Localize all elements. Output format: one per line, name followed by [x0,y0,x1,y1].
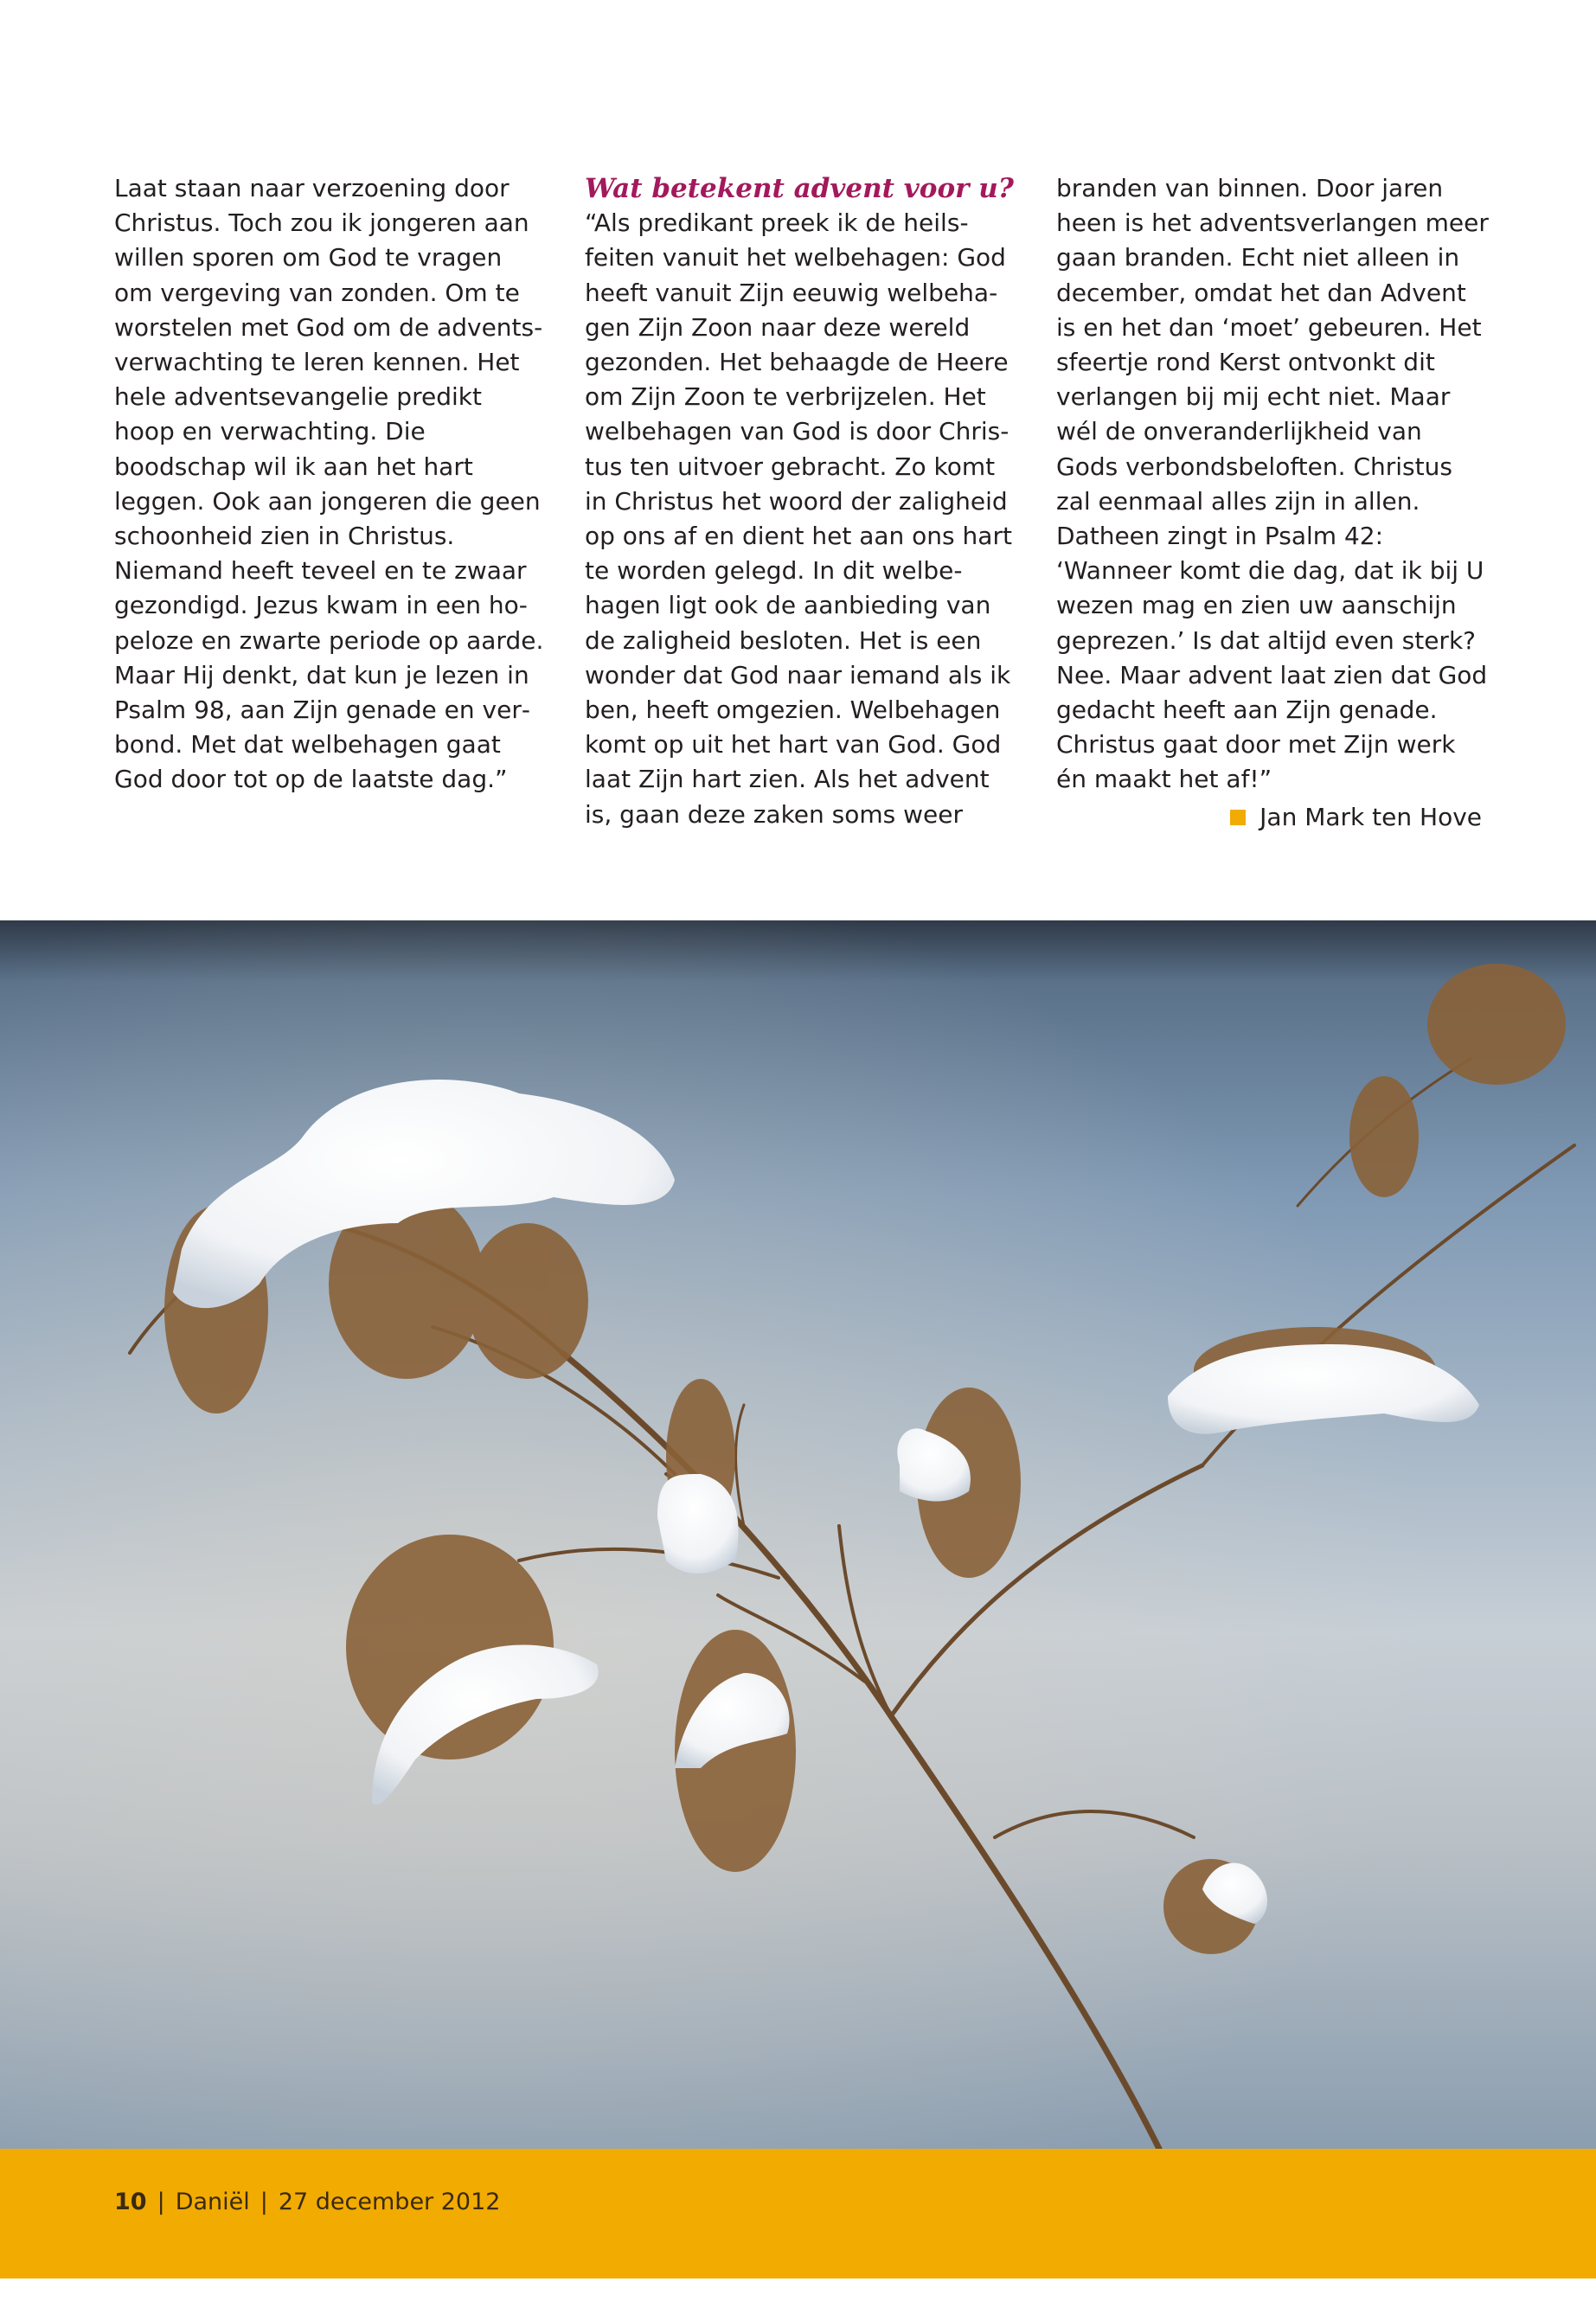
author-byline [1230,800,1482,835]
page-number: 10 [114,2189,147,2215]
footer-separator: | [157,2189,165,2215]
article-column-3 [1056,171,1489,798]
article-column-1 [114,171,547,798]
author-name: Jan Mark ten Hove [1259,803,1482,831]
publication-name: Daniël [175,2189,250,2215]
footer-separator: | [260,2189,268,2215]
page-footer [0,2149,1596,2279]
article-column-2 [585,171,1017,832]
body-paragraph: branden van binnen. Door jaren heen is het adventsverlangen meer gaan branden. Echt niet alleen in december, omdat het dan Advent is en het dan ‘moet’ gebeuren. Het sfeertje rond Kerst ontvonkt dit verlangen bij mij echt niet. Maar wél de onveranderlijkheid van Gods verbondsbeloften. Christus zal eenmaal alles zijn in allen. Datheen zingt in Psalm 42: ‘Wanneer komt die dag, dat ik bij U wezen mag en zien uw aanschijn geprezen.’ Is dat altijd even sterk? Nee. Maar advent laat zien dat God gedacht heeft aan Zijn genade. Christus gaat door met Zijn werk én maakt het af!” [1056,174,1489,794]
publication-date: 27 december 2012 [278,2189,501,2215]
section-heading: Wat betekent advent voor u? [585,173,1014,204]
square-bullet-icon [1230,810,1246,825]
body-paragraph: “Als predikant preek ik de heilsfeiten vanuit het welbehagen: God heeft vanuit Zijn eeuwig welbehagen Zijn Zoon naar deze wereld gezonden. Het behaagde de Heere om Zijn Zoon te verbrijzelen. Het welbehagen van God is door Christus ten uitvoer gebracht. Zo komt in Christus het woord der zaligheid op ons af en dient het aan ons hart te worden gelegd. In dit welbehagen ligt ook de aanbieding van de zaligheid besloten. Het is een wonder dat God naar iemand als ik ben, heeft omgezien. Welbehagen komt op uit het hart van God. God laat Zijn hart zien. Als het advent is, gaan deze zaken soms weer [585,208,1012,829]
footer-info [114,2185,500,2220]
body-paragraph: Laat staan naar verzoening door Christus. Toch zou ik jongeren aan willen sporen om God te vragen om vergeving van zonden. Om te worstelen met God om de adventsverwachting te leren kennen. Het hele adventsevangelie predikt hoop en verwachting. Die boodschap wil ik aan het hart leggen. Ook aan jongeren die geen schoonheid zien in Christus. [114,174,543,551]
body-paragraph: Niemand heeft teveel en te zwaar gezondigd. Jezus kwam in een hopeloze en zwarte periode op aarde. Maar Hij denkt, dat kun je lezen in Psalm 98, aan Zijn genade en verbond. Met dat welbehagen gaat God door tot op de laatste dag.” [114,556,544,794]
snow-covered-plant-photo [0,920,1596,2149]
